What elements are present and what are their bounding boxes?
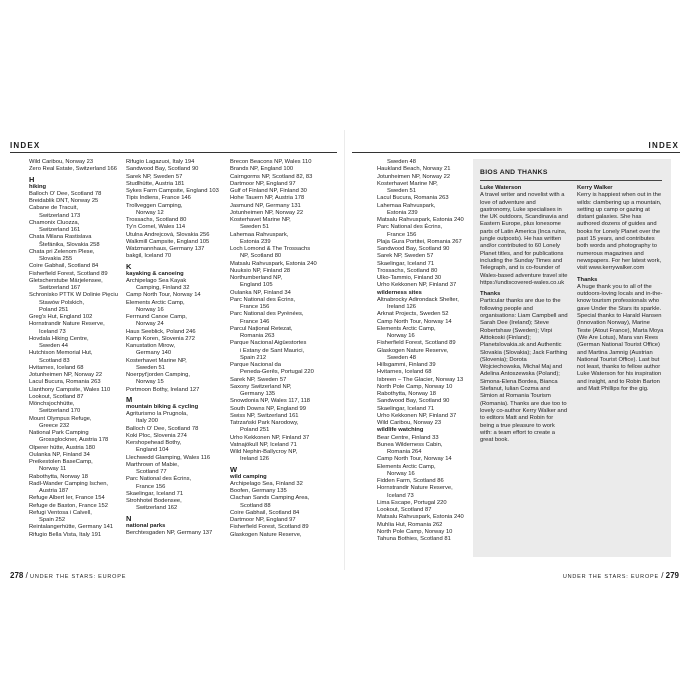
index-column-4	[377, 159, 469, 543]
index-letter-heading: H	[29, 174, 35, 184]
index-letter-heading: M	[126, 394, 133, 404]
index-entry: Spain 252	[39, 517, 66, 523]
index-entry: Swiss NP, Switzerland 161	[230, 412, 299, 419]
index-entry: Muhlia Hut, Romania 262	[377, 521, 443, 528]
index-entry: Olperer hütte, Austria 180	[29, 444, 96, 451]
index-entry: Agriturismo la Prugnola,	[126, 411, 188, 417]
index-entry: Hohe Tauern NP, Austria 178	[230, 195, 305, 202]
index-entry: Snowdonia NP, Wales 117, 118	[230, 398, 311, 405]
index-entry: Lookout, Scotland 87	[377, 507, 432, 513]
index-entry: Norway 16	[136, 306, 164, 313]
index-entry: Sarek NP, Sweden 57	[126, 173, 183, 180]
index-entry: Trossachs, Scotland 80	[377, 267, 438, 274]
index-entry: Walkmill Campsite, England 105	[126, 238, 210, 245]
index-entry: Tipis Indiens, France 146	[126, 195, 191, 202]
index-entry: Parc National des Écrins,	[126, 476, 192, 483]
index-entry: Fisherfield Forest, Scotland 89	[230, 524, 309, 531]
index-entry: Noerpyt'jorden Camping,	[126, 372, 190, 378]
index-entry: Brands NP, England 100	[230, 166, 294, 173]
index-entry: Parcul Național Retezat,	[230, 325, 293, 332]
index-entry: Balloch O' Dee, Scotland 78	[126, 425, 199, 432]
index-entry: Mönchsjochhütte,	[29, 401, 75, 407]
index-entry: Parc National des Écrins,	[230, 296, 296, 303]
right-header-rule	[352, 152, 680, 153]
bios-title-rule	[480, 180, 662, 181]
index-entry: Sweden 51	[136, 364, 166, 371]
index-entry: Matsalu Rahvuspark, Estonia 240	[377, 514, 464, 521]
index-category-heading: wilderness sites	[377, 289, 422, 296]
index-entry: Coire Gabhail, Scotland 84	[230, 509, 300, 516]
index-entry: Switzerland 161	[39, 227, 81, 233]
index-entry: Sykes Farm Campsite, England 103	[126, 188, 219, 194]
index-entry: Arknat Projects, Sweden 52	[377, 311, 449, 318]
left-page-number: 278	[10, 571, 24, 580]
index-entry: Camp North Tour, Norway 14	[377, 318, 452, 325]
index-entry: Norway 16	[387, 333, 415, 339]
page-spine-shadow	[344, 130, 345, 570]
index-entry: Hvitarnes, Iceland 68	[377, 369, 432, 376]
index-entry: Hornstrandir Nature Reserve,	[29, 321, 105, 328]
index-entry: Hutchison Memorial Hut,	[29, 350, 93, 357]
index-entry: Kanustation Mirow,	[126, 343, 175, 349]
index-entry: Norway 11	[39, 466, 67, 473]
index-entry: Sandwood Bay, Scotland 90	[377, 246, 450, 252]
index-entry: Norway 15	[136, 379, 164, 386]
index-entry: Hovdala Hiking Centre,	[29, 335, 89, 342]
luke-thanks-heading: Thanks	[480, 291, 501, 298]
index-entry: Parc National des Écrins,	[377, 224, 443, 231]
index-entry: Sweden 48	[387, 159, 417, 165]
index-entry: Switzerland 162	[136, 505, 178, 512]
index-entry: Hvitarnes, Iceland 68	[29, 364, 84, 371]
index-entry: Norway 24	[136, 321, 164, 328]
index-entry: Wild Caribou, Norway 23	[377, 420, 442, 426]
index-category-heading: hiking	[29, 183, 47, 190]
index-entry: France 156	[136, 483, 166, 490]
index-entry: Boofen, Germany 135	[230, 488, 287, 494]
index-entry: Camp North Tour, Norway 14	[377, 456, 452, 463]
index-entry: Lacul Bucura, Romania 263	[29, 379, 101, 386]
index-entry: Sweden 51	[387, 188, 417, 194]
left-page-header: INDEX	[10, 141, 41, 150]
left-footer-slash: /	[25, 571, 31, 580]
left-header-rule	[10, 152, 337, 153]
bios-column-luke	[480, 185, 568, 448]
index-entry: Gletscherstube Märjelensee,	[29, 277, 103, 284]
right-page-footer	[563, 571, 679, 580]
index-entry: Sarek NP, Sweden 57	[377, 253, 434, 260]
bios-title: BIOS AND THANKS	[480, 169, 548, 176]
index-entry: Coire Gabhail, Scotland 84	[29, 263, 99, 270]
index-entry: Llanthony Campsite, Wales 110	[29, 386, 111, 393]
index-entry: Archipelago Sea Kayak	[126, 277, 187, 284]
index-entry: Northumberland NP,	[230, 275, 283, 281]
index-entry: Wild Caribou, Norway 23	[29, 159, 94, 165]
index-entry: Spain 212	[240, 354, 267, 361]
right-page-number: 279	[665, 571, 679, 580]
index-entry: Parc National des Pyrénées,	[230, 311, 304, 318]
index-entry: Stawów Polskich,	[39, 299, 85, 306]
index-entry: Schronisko PTTK W Dolinie Pięciu	[29, 292, 118, 299]
index-entry: Refuge de Baston, France 152	[29, 502, 108, 509]
index-entry: Rifugio Lagazuoi, Italy 194	[126, 159, 195, 165]
index-entry: Hillsgammi, Finland 39	[377, 362, 436, 368]
index-entry: bakgil, Iceland 70	[126, 253, 172, 260]
index-entry: Studlhütte, Austria 181	[126, 180, 185, 187]
index-entry: Berchtesgaden NP, Germany 137	[126, 529, 213, 536]
index-entry: Archipelago Sea, Finland 32	[230, 480, 303, 487]
index-entry: Jotunheimen NP, Norway 22	[377, 173, 451, 180]
index-entry: Skaelingar, Iceland 71	[377, 260, 435, 267]
index-entry: Kosterhavet Marine NP,	[230, 217, 291, 223]
index-entry: Dartmoor NP, England 97	[230, 180, 296, 187]
index-entry: Tatrzański Park Narodowy,	[230, 420, 299, 426]
index-entry: Jotunheimen NP, Norway 22	[230, 209, 304, 216]
kerry-thanks-heading: Thanks	[577, 276, 598, 283]
index-entry: Romania 264	[387, 449, 422, 455]
index-entry: South Downs NP, England 99	[230, 405, 306, 412]
index-entry: Scotland 77	[136, 469, 167, 475]
index-entry: Vatnajökull NP, Iceland 71	[230, 441, 297, 448]
index-entry: Ferrnund Canoe Camp,	[126, 314, 187, 320]
index-entry: Poland 251	[39, 306, 69, 313]
index-entry: Rabothytta, Norway 18	[377, 391, 436, 397]
right-footer-book-title: UNDER THE STARS: EUROPE	[562, 574, 659, 580]
index-entry: Matsalu Rahvuspark, Estonia 240	[230, 260, 317, 267]
index-entry: Tahuna Bothies, Scotland 81	[377, 536, 451, 542]
index-entry: Trollveggen Camping,	[126, 202, 183, 209]
index-entry: Clachan Sands Camping Area,	[230, 495, 310, 502]
index-entry: Urho Kekkonen NP, Finland 37	[230, 434, 310, 441]
luke-bio: A travel writer and novelist with a love of adventure and gastronomy, Luke specialises in the UK outdoors, Scandinavia and Eastern Europe, plus lonesome parts of Latin America (Inca ruins, jungle outposts). He has written and/or contributed to 60 Lonely Planet titles, and for publications including the Sunday Times and Telegraph, and is co-founder of Wales-based adventure travel site https://undiscovered-wales.co.uk	[480, 192, 568, 286]
index-entry: Lacul Bucura, Romania 263	[377, 195, 449, 202]
index-entry: Haus Seeblick, Poland 246	[126, 328, 196, 335]
index-entry: Estonia 239	[387, 209, 418, 216]
index-entry: Lahemaa Rahvuspark,	[377, 202, 436, 209]
index-entry: Wild Nephin-Ballycroy NP,	[230, 449, 298, 455]
index-category-heading: wild camping	[230, 473, 267, 480]
index-entry: Germany 140	[136, 350, 172, 357]
index-entry: Urho Kekkonen NP, Finland 37	[377, 282, 457, 289]
index-entry: France 156	[240, 304, 270, 310]
index-entry: Estonia 239	[240, 238, 271, 245]
index-entry: Gulf of Finland NP, Finland 30	[230, 188, 307, 194]
index-entry: Refuge Albert Ier, France 154	[29, 495, 105, 502]
index-entry: Iceland 73	[39, 328, 66, 335]
index-letter-heading: N	[126, 513, 132, 523]
index-entry: Matsalu Rahvuspark, Estonia 240	[377, 217, 464, 223]
index-entry: Sweden 44	[39, 343, 69, 349]
index-entry: Koki Ploc, Slovenia 274	[126, 432, 187, 439]
index-entry: Sandwood Bay, Scotland 90	[377, 398, 450, 405]
index-entry: Zero Real Estate, Switzerland 166	[29, 166, 117, 173]
index-entry: Scotland 88	[240, 502, 271, 509]
kerry-bio: Kerry is happiest when out in the wilds: clambering up a mountain, setting up camp or gazing at distant galaxies. She has authored dozens of guides and books for Lonely Planet over the past 15 years, and contributes both words and photography to numerous magazines and newspapers. For her latest work, visit www.kerrywalker.com	[577, 192, 662, 272]
right-page-header: INDEX	[648, 141, 679, 150]
index-entry: National Park Camping	[29, 430, 89, 436]
index-entry: Camp North Tour, Norway 14	[126, 292, 201, 299]
index-entry: Balloch O' Dee, Scotland 78	[29, 190, 102, 197]
index-entry: Scotland 83	[39, 357, 70, 364]
index-entry: Germany 135	[240, 391, 276, 397]
index-entry: Haukland Beach, Norway 21	[377, 166, 451, 173]
left-footer-book-title: UNDER THE STARS: EUROPE	[30, 574, 127, 580]
index-letter-heading: W	[230, 464, 238, 474]
index-entry: Preikestolen BaseCamp,	[29, 459, 93, 465]
index-entry: Isbreen – The Glacier, Norway 13	[377, 376, 464, 383]
index-entry: Strohhotel Bodensee,	[126, 498, 182, 504]
index-entry: Austria 187	[39, 488, 69, 494]
index-entry: Sarek NP, Sweden 57	[230, 376, 287, 383]
index-entry: Peneda-Gerês, Portugal 220	[240, 369, 314, 376]
index-entry: Norway 12	[136, 209, 164, 216]
index-entry: Elements Arctic Camp,	[377, 325, 436, 332]
index-entry: Rifugio Bella Vista, Italy 191	[29, 531, 102, 538]
index-entry: Llechwedd Glamping, Wales 116	[126, 454, 211, 461]
index-category-heading: kayaking & canoeing	[126, 270, 184, 277]
luke-thanks: Particular thanks are due to the following people and organisations: Liam Campbell and Sarah Dee (Ireland); Steve Robertshaw (Sweden); Virpi Aittokoski (Finland); Planetslovakia.sk and Authentic Slovakia (Slovakia); Jack Farthing (Slovenia); Dorota Wojciechowska, Michał Maj and Adelina Antoszewska (Poland); Simona-Elena Bordea, Bianca Stefanut, Iulian Cozma and Simion at Romania Tourism (Romania). Thanks are due too to lovely co-author Kerry Walker and to editors Matt and Robin for being a true pleasure to work with: a team effort to create a great book.	[480, 298, 568, 444]
index-entry: Ty'n Cornel, Wales 114	[126, 224, 186, 231]
index-entry: Ireland 126	[387, 304, 417, 310]
index-entry: Chata Milana Rastislava	[29, 234, 92, 241]
index-entry: Kosterhavet Marine NP,	[377, 180, 438, 187]
index-entry: Bunea Wilderness Cabin,	[377, 441, 443, 448]
index-entry: Sweden 48	[387, 354, 417, 361]
kerry-thanks: A huge thank you to all of the outdoors-loving locals and in-the-know tourism professionals who gave Under the Stars its sparkle. Special thanks to Harald Hansen (Innovation Norway), Marine Teste (Atout France), Marta Moya (We Are Lotus), Mara van Rees (German National Tourist Office) and Martina Jamnig (Austrian National Tourist Office). Last but not least, thanks to fellow author Luke Waterson for his inspiration and insight, and to Robin Barton and Matt Phillips for the gig.	[577, 283, 664, 393]
luke-name: Luke Waterson	[480, 185, 522, 191]
index-entry: Chata pri Zelenom Plese,	[29, 248, 95, 255]
index-entry: Sweden 51	[240, 224, 270, 231]
index-category-heading: mountain biking & cycling	[126, 403, 199, 410]
index-entry: England 105	[240, 282, 273, 289]
index-entry: Brecon Beacons NP, Wales 110	[230, 159, 312, 165]
index-entry: England 104	[136, 447, 169, 454]
index-entry: Parque Nacional da	[230, 362, 281, 368]
index-entry: Marthrown of Mabie,	[126, 461, 179, 468]
index-entry: Kamp Koren, Slovenia 272	[126, 335, 195, 342]
index-entry: Utulna Andrejcová, Slovakia 256	[126, 231, 210, 238]
index-entry: Lima Escape, Portugal 220	[377, 499, 447, 506]
index-entry: Switzerland 173	[39, 212, 81, 219]
index-entry: Breidablik DNT, Norway 25	[29, 198, 99, 204]
index-entry: Camping, Finland 32	[136, 285, 190, 291]
bios-column-kerry	[577, 185, 665, 397]
index-entry: Refugi Ventosa i Calvell,	[29, 509, 92, 516]
index-entry: Glaskogen Nature Reserve,	[377, 347, 449, 354]
index-entry: Cairngorms NP, Scotland 82, 83	[230, 173, 313, 180]
right-footer-slash: /	[661, 571, 666, 580]
index-entry: Hornstrandir Nature Reserve,	[377, 485, 453, 492]
index-entry: North Pole Camp, Norway 10	[377, 383, 453, 390]
index-category-heading: national parks	[126, 522, 166, 529]
kerry-name: Kerry Walker	[577, 185, 613, 191]
index-column-3	[230, 159, 322, 539]
index-entry: Slovakia 255	[39, 256, 73, 262]
index-entry: i Estany de Sant Maurici,	[240, 347, 305, 354]
index-entry: Ireland 126	[240, 456, 270, 463]
index-entry: Fidden Farm, Scotland 86	[377, 478, 444, 484]
index-entry: Skaelingar, Iceland 71	[377, 405, 435, 412]
index-entry: Loch Lomond & The Trossachs	[230, 246, 311, 252]
index-entry: Trossachs, Scotland 80	[126, 217, 187, 223]
index-entry: Ulko-Tammio, Finland 30	[377, 275, 442, 281]
index-entry: Mount Olympus Refuge,	[29, 415, 92, 422]
index-entry: France 156	[387, 231, 417, 238]
index-entry: Switzerland 170	[39, 408, 81, 415]
index-entry: France 146	[240, 318, 270, 325]
index-entry: Greg's Hut, England 102	[29, 314, 93, 320]
index-entry: Elements Arctic Camp,	[377, 463, 436, 470]
index-entry: NP, Scotland 80	[240, 253, 282, 260]
index-entry: Greece 232	[39, 422, 70, 429]
index-entry: Oulanka NP, Finland 34	[29, 451, 90, 458]
index-entry: Watzmannhaus, Germany 137	[126, 246, 205, 252]
index-entry: Portmoon Bothy, Ireland 127	[126, 386, 200, 393]
index-entry: Cabane de Tracuit,	[29, 205, 78, 212]
index-entry: Poland 251	[240, 427, 270, 434]
index-entry: Oulanka NP, Finland 34	[230, 289, 291, 296]
index-category-heading: wildlife watching	[377, 427, 424, 434]
index-entry: Chamonix Cluozza,	[29, 219, 80, 226]
index-entry: Iceland 73	[387, 492, 414, 499]
index-column-1	[29, 159, 121, 539]
index-entry: Italy 200	[136, 418, 158, 425]
left-page-footer	[10, 571, 126, 580]
index-entry: Plaja Gura Portitei, Romania 267	[377, 238, 462, 245]
index-entry: Grossglockner, Austria 178	[39, 437, 109, 444]
index-entry: Nuuksio NP, Finland 28	[230, 267, 291, 274]
index-entry: Elements Arctic Camp,	[126, 299, 185, 306]
index-entry: Kershopehead Bothy,	[126, 440, 182, 446]
index-entry: North Pole Camp, Norway 10	[377, 528, 453, 535]
index-entry: Romania 263	[240, 333, 275, 339]
index-entry: Skaelingar, Iceland 71	[126, 490, 184, 497]
index-entry: Altnabrocky Adirondack Shelter,	[377, 296, 459, 303]
index-entry: Glaskogen Nature Reserve,	[230, 531, 302, 538]
index-entry: Jasmund NP, Germany 131	[230, 202, 301, 209]
index-column-2	[126, 159, 218, 537]
index-entry: Reintalangerhütte, Germany 141	[29, 524, 114, 531]
index-entry: Kosterhavet Marine NP,	[126, 357, 187, 364]
index-entry: Štefánika, Slovakia 258	[39, 241, 100, 248]
index-letter-heading: K	[126, 261, 132, 271]
index-entry: Rabothytta, Norway 18	[29, 473, 88, 480]
index-entry: Radl-Wander Camping Ischen,	[29, 480, 109, 487]
index-entry: Fisherfield Forest, Scotland 89	[377, 340, 456, 347]
index-entry: Switzerland 167	[39, 285, 81, 291]
index-entry: Urho Kekkonen NP, Finland 37	[377, 412, 457, 419]
index-entry: Bear Centre, Finland 33	[377, 434, 439, 441]
index-entry: Lookout, Scotland 87	[29, 393, 84, 400]
index-entry: Fisherfield Forest, Scotland 89	[29, 270, 108, 277]
index-entry: Dartmoor NP, England 97	[230, 517, 296, 523]
index-entry: Sandwood Bay, Scotland 90	[126, 166, 199, 173]
index-entry: Parque Nacional Aigüestortes	[230, 340, 307, 347]
index-entry: Lahemaa Rahvuspark,	[230, 231, 289, 238]
index-entry: Norway 16	[387, 470, 415, 477]
index-entry: Saxony Switzerland NP,	[230, 383, 292, 390]
index-entry: Jotunheimen NP, Norway 22	[29, 372, 103, 378]
